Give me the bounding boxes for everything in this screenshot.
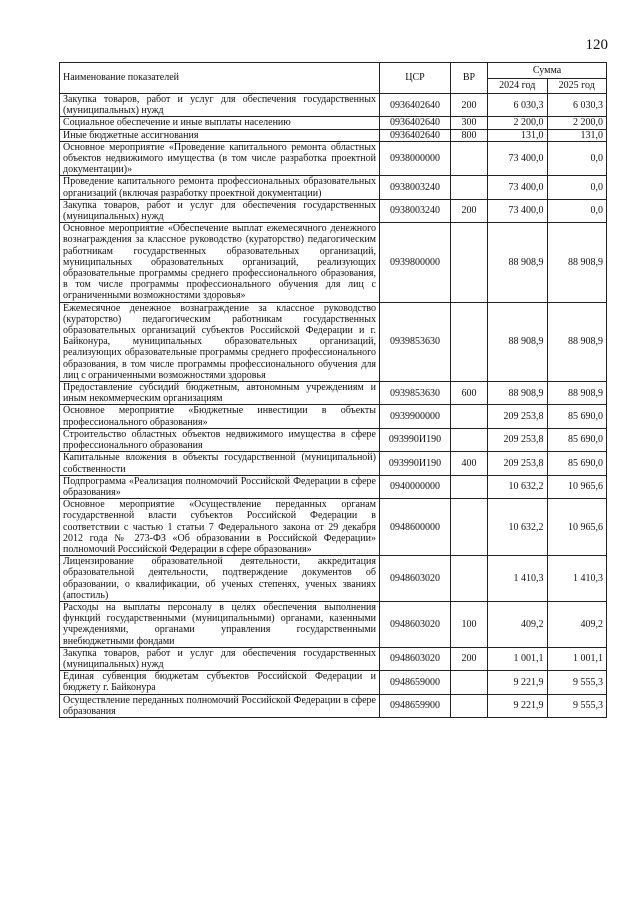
row-name: Основное мероприятие «Проведение капитального ремонта областных объектов недвижимого имущества (в том числе разработка проектной документации)» [60,141,380,176]
row-amount-2025: 85 690,0 [547,452,607,475]
row-amount-2025: 0,0 [547,199,607,222]
row-csr: 0940000000 [380,475,451,498]
row-vr [451,475,488,498]
row-amount-2024: 10 632,2 [488,499,548,556]
row-csr: 0939853630 [380,382,451,405]
row-csr: 0938003240 [380,199,451,222]
row-csr: 0936402640 [380,117,451,129]
row-amount-2025: 10 965,6 [547,499,607,556]
row-amount-2025: 88 908,9 [547,223,607,302]
row-vr: 600 [451,382,488,405]
row-amount-2024: 88 908,9 [488,223,548,302]
row-csr: 0948659000 [380,671,451,694]
row-amount-2024: 209 253,8 [488,405,548,428]
row-amount-2025: 88 908,9 [547,302,607,381]
row-vr: 800 [451,129,488,141]
row-csr: 0936402640 [380,94,451,117]
row-name: Основное мероприятие «Обеспечение выплат ежемесячного денежного вознаграждения за классное руководство (кураторство) педагогическим работникам государственных образовательных организаций, муниципальных образовательных организаций, реализующих образовательные программы среднего профессионального образования, в том числе программы профессионального обучения для лиц с ограниченными возможностями здоровья» [60,223,380,302]
row-csr: 0939800000 [380,223,451,302]
row-csr: 0939900000 [380,405,451,428]
row-vr: 200 [451,94,488,117]
row-csr: 093990И190 [380,428,451,451]
header-name: Наименование показателей [60,63,380,94]
row-csr: 0948659900 [380,694,451,717]
row-name: Осуществление переданных полномочий Российской Федерации в сфере образования [60,694,380,717]
row-amount-2024: 6 030,3 [488,94,548,117]
table-row [60,223,607,302]
row-amount-2024: 10 632,2 [488,475,548,498]
row-csr: 0948603020 [380,601,451,647]
row-amount-2025: 409,2 [547,601,607,647]
table-row [60,405,607,428]
row-amount-2025: 0,0 [547,176,607,199]
row-name: Строительство областных объектов недвижимого имущества в сфере профессионального образования [60,428,380,451]
table-row [60,556,607,602]
row-amount-2024: 73 400,0 [488,199,548,222]
row-vr: 300 [451,117,488,129]
table-row [60,199,607,222]
row-amount-2024: 9 221,9 [488,694,548,717]
table-row [60,647,607,670]
table-row [60,428,607,451]
row-amount-2024: 131,0 [488,129,548,141]
row-vr [451,671,488,694]
row-csr: 0936402640 [380,129,451,141]
row-amount-2025: 9 555,3 [547,671,607,694]
row-amount-2024: 1 410,3 [488,556,548,602]
row-vr: 400 [451,452,488,475]
row-amount-2025: 2 200,0 [547,117,607,129]
row-name: Капитальные вложения в объекты государственной (муниципальной) собственности [60,452,380,475]
row-csr: 0948603020 [380,647,451,670]
row-csr: 0939853630 [380,302,451,381]
row-vr [451,499,488,556]
row-csr: 093990И190 [380,452,451,475]
row-amount-2025: 85 690,0 [547,428,607,451]
table-row [60,499,607,556]
table-row [60,176,607,199]
row-csr: 0938000000 [380,141,451,176]
table-row [60,694,607,717]
row-csr: 0948600000 [380,499,451,556]
row-name: Закупка товаров, работ и услуг для обеспечения государственных (муниципальных) нужд [60,94,380,117]
row-amount-2024: 409,2 [488,601,548,647]
row-name: Основное мероприятие «Бюджетные инвестиции в объекты профессионального образования» [60,405,380,428]
row-vr [451,556,488,602]
table-row [60,141,607,176]
row-amount-2024: 88 908,9 [488,302,548,381]
row-amount-2024: 209 253,8 [488,452,548,475]
row-amount-2024: 73 400,0 [488,141,548,176]
row-name: Расходы на выплаты персоналу в целях обеспечения выполнения функций государственными (муниципальными) органами, казенными учреждениями, органами управления государственными внебюджетными фондами [60,601,380,647]
header-year-2025: 2025 год [547,78,607,94]
table-row [60,129,607,141]
row-vr [451,405,488,428]
row-amount-2024: 209 253,8 [488,428,548,451]
row-name: Лицензирование образовательной деятельности, аккредитация образовательной деятельности, подтверждение документов об образовании, о квалификации, об ученых степенях, ученых званиях (апостиль) [60,556,380,602]
row-name: Закупка товаров, работ и услуг для обеспечения государственных (муниципальных) нужд [60,199,380,222]
row-amount-2024: 88 908,9 [488,382,548,405]
budget-table [59,62,607,718]
row-name: Проведение капитального ремонта профессиональных образовательных организаций (включая разработку проектной документации) [60,176,380,199]
table-row [60,117,607,129]
row-amount-2025: 85 690,0 [547,405,607,428]
row-name: Единая субвенция бюджетам субъектов Российской Федерации и бюджету г. Байконура [60,671,380,694]
row-amount-2025: 9 555,3 [547,694,607,717]
header-sum: Сумма [488,63,607,79]
header-year-2024: 2024 год [488,78,548,94]
header-csr: ЦСР [380,63,451,94]
table-row [60,601,607,647]
row-amount-2025: 131,0 [547,129,607,141]
row-amount-2025: 88 908,9 [547,382,607,405]
row-amount-2025: 10 965,6 [547,475,607,498]
row-vr [451,428,488,451]
header-vr: ВР [451,63,488,94]
row-amount-2025: 1 410,3 [547,556,607,602]
row-amount-2024: 2 200,0 [488,117,548,129]
row-name: Подпрограмма «Реализация полномочий Российской Федерации в сфере образования» [60,475,380,498]
row-vr: 200 [451,199,488,222]
row-vr [451,223,488,302]
row-vr [451,302,488,381]
row-amount-2025: 0,0 [547,141,607,176]
table-row [60,452,607,475]
row-vr: 200 [451,647,488,670]
table-row [60,382,607,405]
table-row [60,475,607,498]
page-number: 120 [585,37,608,53]
row-name: Социальное обеспечение и иные выплаты населению [60,117,380,129]
table-row [60,302,607,381]
row-csr: 0948603020 [380,556,451,602]
row-vr [451,176,488,199]
row-vr: 100 [451,601,488,647]
row-amount-2024: 1 001,1 [488,647,548,670]
row-vr [451,141,488,176]
table-row [60,671,607,694]
table-row [60,94,607,117]
row-amount-2024: 73 400,0 [488,176,548,199]
row-amount-2025: 6 030,3 [547,94,607,117]
row-vr [451,694,488,717]
row-csr: 0938003240 [380,176,451,199]
row-name: Предоставление субсидий бюджетным, автономным учреждениям и иным некоммерческим организациям [60,382,380,405]
row-name: Ежемесячное денежное вознаграждение за классное руководство (кураторство) педагогическим работникам государственных образовательных организаций субъектов Российской Федерации и г. Байконура, муниципальных образовательных организаций, реализующих образовательные программы среднего профессионального образования, в том числе программы профессионального обучения для лиц с ограниченными возможностями здоровья [60,302,380,381]
row-amount-2024: 9 221,9 [488,671,548,694]
row-name: Иные бюджетные ассигнования [60,129,380,141]
row-amount-2025: 1 001,1 [547,647,607,670]
row-name: Закупка товаров, работ и услуг для обеспечения государственных (муниципальных) нужд [60,647,380,670]
row-name: Основное мероприятие «Осуществление переданных органам государственной власти субъектов Российской Федерации в соответствии с частью 1 статьи 7 Федерального закона от 29 декабря 2012 года № 273-ФЗ «Об образовании в Российской Федерации» полномочий Российской Федерации в сфере образования» [60,499,380,556]
